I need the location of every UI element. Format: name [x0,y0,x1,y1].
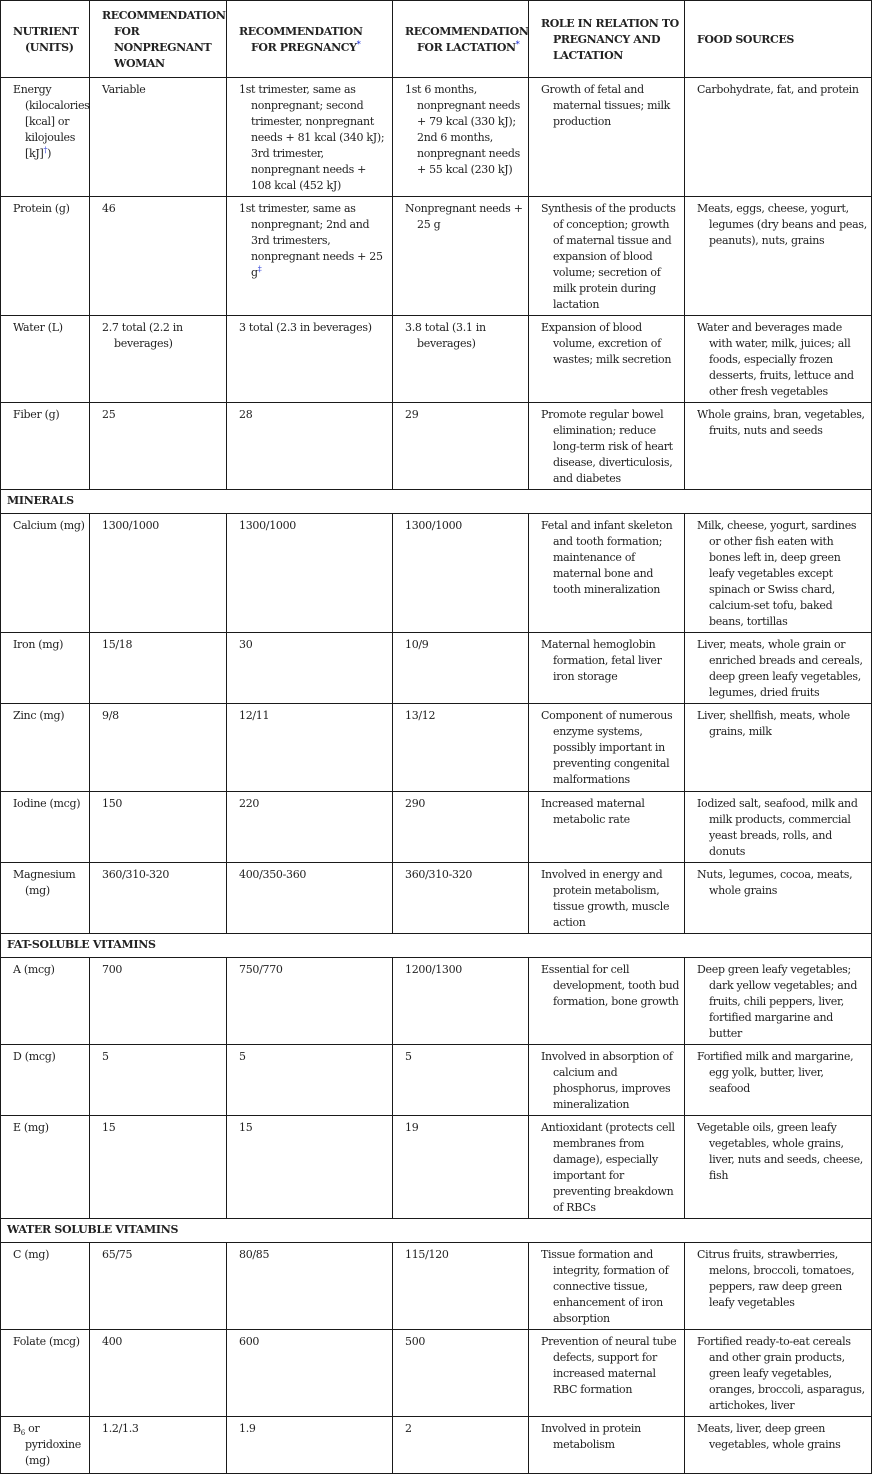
footnote-marker[interactable]: ‡ [257,264,262,274]
cell-nonpregnant: 15 [90,1116,227,1219]
cell-nonpregnant: 46 [90,197,227,316]
section-heading: FAT-SOLUBLE VITAMINS [1,934,872,958]
cell-role: Antioxidant (protects cell membranes from damage), especially important for preventing breakdown of RBCs [529,1116,685,1219]
cell-role: Involved in energy and protein metabolism, tissue growth, muscle action [529,863,685,934]
cell-pregnancy: 28 [227,403,393,490]
table-row-protein [1,197,872,316]
cell-sources: Iodized salt, seafood, milk and milk products, commercial yeast breads, rolls, and donuts [685,792,872,863]
cell-pregnancy: 5 [227,1045,393,1116]
table-row-iron [1,633,872,704]
cell-lactation: 360/310-320 [393,863,529,934]
cell-nutrient: Iodine (mcg) [1,792,90,863]
table-row-vitamin-c [1,1243,872,1330]
cell-nutrient: A (mcg) [1,958,90,1045]
cell-pregnancy: 15 [227,1116,393,1219]
cell-lactation: 2 [393,1417,529,1474]
header-nonpregnant: RECOMMENDATION FOR NONPREGNANT WOMAN [90,1,227,78]
cell-nutrient: Protein (g) [1,197,90,316]
table-row-fiber [1,403,872,490]
cell-role: Growth of fetal and maternal tissues; milk production [529,78,685,197]
cell-lactation: 19 [393,1116,529,1219]
table-row-water [1,316,872,403]
section-row-water-soluble [1,1219,872,1243]
table-row-zinc [1,704,872,792]
cell-role: Tissue formation and integrity, formation of connective tissue, enhancement of iron absorption [529,1243,685,1330]
cell-nutrient: Water (L) [1,316,90,403]
table-row-iodine [1,792,872,863]
cell-nonpregnant: 65/75 [90,1243,227,1330]
cell-pregnancy: 12/11 [227,704,393,792]
cell-pregnancy: 1st trimester, same as nonpregnant; second trimester, nonpregnant needs + 81 kcal (340 kJ); 3rd trimester, nonpregnant needs + 108 kcal (452 kJ) [227,78,393,197]
cell-role: Involved in protein metabolism [529,1417,685,1474]
cell-sources: Whole grains, bran, vegetables, fruits, nuts and seeds [685,403,872,490]
cell-nonpregnant: 1.2/1.3 [90,1417,227,1474]
cell-pregnancy: 220 [227,792,393,863]
cell-sources: Liver, meats, whole grain or enriched breads and cereals, deep green leafy vegetables, legumes, dried fruits [685,633,872,704]
cell-role: Essential for cell development, tooth bud formation, bone growth [529,958,685,1045]
table-row-magnesium [1,863,872,934]
cell-lactation: 290 [393,792,529,863]
header-nutrient: NUTRIENT (UNITS) [1,1,90,78]
header-pregnancy: RECOMMENDATION FOR PREGNANCY* [227,1,393,78]
cell-pregnancy: 600 [227,1330,393,1417]
cell-sources: Fortified milk and margarine, egg yolk, butter, liver, seafood [685,1045,872,1116]
cell-role: Involved in absorption of calcium and phosphorus, improves mineralization [529,1045,685,1116]
header-sources: FOOD SOURCES [685,1,872,78]
cell-nonpregnant: 2.7 total (2.2 in beverages) [90,316,227,403]
footnote-marker[interactable]: * [356,38,361,49]
cell-lactation: 13/12 [393,704,529,792]
table-row-vitamin-d [1,1045,872,1116]
cell-nonpregnant: 9/8 [90,704,227,792]
cell-pregnancy: 3 total (2.3 in beverages) [227,316,393,403]
cell-pregnancy: 750/770 [227,958,393,1045]
footnote-marker[interactable]: † [43,145,48,155]
table-header-row [1,1,872,78]
cell-nutrient: Fiber (g) [1,403,90,490]
footnote-marker[interactable]: * [515,38,520,49]
cell-role: Prevention of neural tube defects, support for increased maternal RBC formation [529,1330,685,1417]
cell-nutrient: Zinc (mg) [1,704,90,792]
cell-nonpregnant: 25 [90,403,227,490]
cell-nutrient: C (mg) [1,1243,90,1330]
cell-nonpregnant: 5 [90,1045,227,1116]
header-role: ROLE IN RELATION TO PREGNANCY AND LACTATION [529,1,685,78]
section-heading: MINERALS [1,490,872,514]
cell-sources: Milk, cheese, yogurt, sardines or other fish eaten with bones left in, deep green leafy vegetables except spinach or Swiss chard, calcium-set tofu, baked beans, tortillas [685,514,872,633]
cell-nutrient: Magnesium (mg) [1,863,90,934]
cell-nutrient: $B_6$ or pyridoxine (mg) [1,1417,90,1474]
cell-sources: Meats, liver, deep green vegetables, whole grains [685,1417,872,1474]
cell-pregnancy: 1300/1000 [227,514,393,633]
cell-lactation: 1st 6 months, nonpregnant needs + 79 kcal (330 kJ); 2nd 6 months, nonpregnant needs + 55 kcal (230 kJ) [393,78,529,197]
cell-nutrient: Folate (mcg) [1,1330,90,1417]
cell-nonpregnant: Variable [90,78,227,197]
cell-nutrient: Iron (mg) [1,633,90,704]
cell-role: Component of numerous enzyme systems, possibly important in preventing congenital malformations [529,704,685,792]
section-row-minerals [1,490,872,514]
cell-sources: Citrus fruits, strawberries, melons, broccoli, tomatoes, peppers, raw deep green leafy vegetables [685,1243,872,1330]
cell-sources: Fortified ready-to-eat cereals and other grain products, green leafy vegetables, oranges, broccoli, asparagus, artichokes, liver [685,1330,872,1417]
table-row-vitamin-b6 [1,1417,872,1474]
cell-sources: Vegetable oils, green leafy vegetables, whole grains, liver, nuts and seeds, cheese, fish [685,1116,872,1219]
cell-role: Maternal hemoglobin formation, fetal liver iron storage [529,633,685,704]
cell-nonpregnant: 1300/1000 [90,514,227,633]
table-row-calcium [1,514,872,633]
cell-pregnancy: 400/350-360 [227,863,393,934]
header-lactation: RECOMMENDATION FOR LACTATION* [393,1,529,78]
cell-role: Expansion of blood volume, excretion of wastes; milk secretion [529,316,685,403]
cell-role: Synthesis of the products of conception; growth of maternal tissue and expansion of blood volume; secretion of milk protein during lactation [529,197,685,316]
cell-nutrient: E (mg) [1,1116,90,1219]
table-row-vitamin-e [1,1116,872,1219]
section-heading: WATER SOLUBLE VITAMINS [1,1219,872,1243]
cell-nonpregnant: 700 [90,958,227,1045]
table-row-vitamin-a [1,958,872,1045]
cell-sources: Water and beverages made with water, milk, juices; all foods, especially frozen desserts, fruits, lettuce and other fresh vegetables [685,316,872,403]
cell-nutrient: Energy (kilocalories [kcal] or kilojoules [kJ]†) [1,78,90,197]
cell-pregnancy: 1.9 [227,1417,393,1474]
cell-nonpregnant: 400 [90,1330,227,1417]
cell-lactation: 500 [393,1330,529,1417]
cell-lactation: 1200/1300 [393,958,529,1045]
cell-nonpregnant: 360/310-320 [90,863,227,934]
cell-sources: Meats, eggs, cheese, yogurt, legumes (dry beans and peas, peanuts), nuts, grains [685,197,872,316]
cell-role: Increased maternal metabolic rate [529,792,685,863]
cell-nutrient: Calcium (mg) [1,514,90,633]
cell-role: Promote regular bowel elimination; reduce long-term risk of heart disease, diverticulosis, and diabetes [529,403,685,490]
cell-sources: Nuts, legumes, cocoa, meats, whole grains [685,863,872,934]
cell-role: Fetal and infant skeleton and tooth formation; maintenance of maternal bone and tooth mineralization [529,514,685,633]
cell-nonpregnant: 15/18 [90,633,227,704]
cell-pregnancy: 30 [227,633,393,704]
cell-lactation: 10/9 [393,633,529,704]
cell-sources: Liver, shellfish, meats, whole grains, milk [685,704,872,792]
table-row-energy [1,78,872,197]
cell-nutrient: D (mcg) [1,1045,90,1116]
cell-sources: Carbohydrate, fat, and protein [685,78,872,197]
cell-pregnancy: 1st trimester, same as nonpregnant; 2nd and 3rd trimesters, nonpregnant needs + 25 g‡ [227,197,393,316]
cell-lactation: 3.8 total (3.1 in beverages) [393,316,529,403]
cell-lactation: 1300/1000 [393,514,529,633]
cell-lactation: 5 [393,1045,529,1116]
cell-lactation: 29 [393,403,529,490]
cell-nonpregnant: 150 [90,792,227,863]
cell-lactation: Nonpregnant needs + 25 g [393,197,529,316]
section-row-fat-soluble [1,934,872,958]
cell-lactation: 115/120 [393,1243,529,1330]
cell-sources: Deep green leafy vegetables; dark yellow vegetables; and fruits, chili peppers, liver, fortified margarine and butter [685,958,872,1045]
cell-pregnancy: 80/85 [227,1243,393,1330]
